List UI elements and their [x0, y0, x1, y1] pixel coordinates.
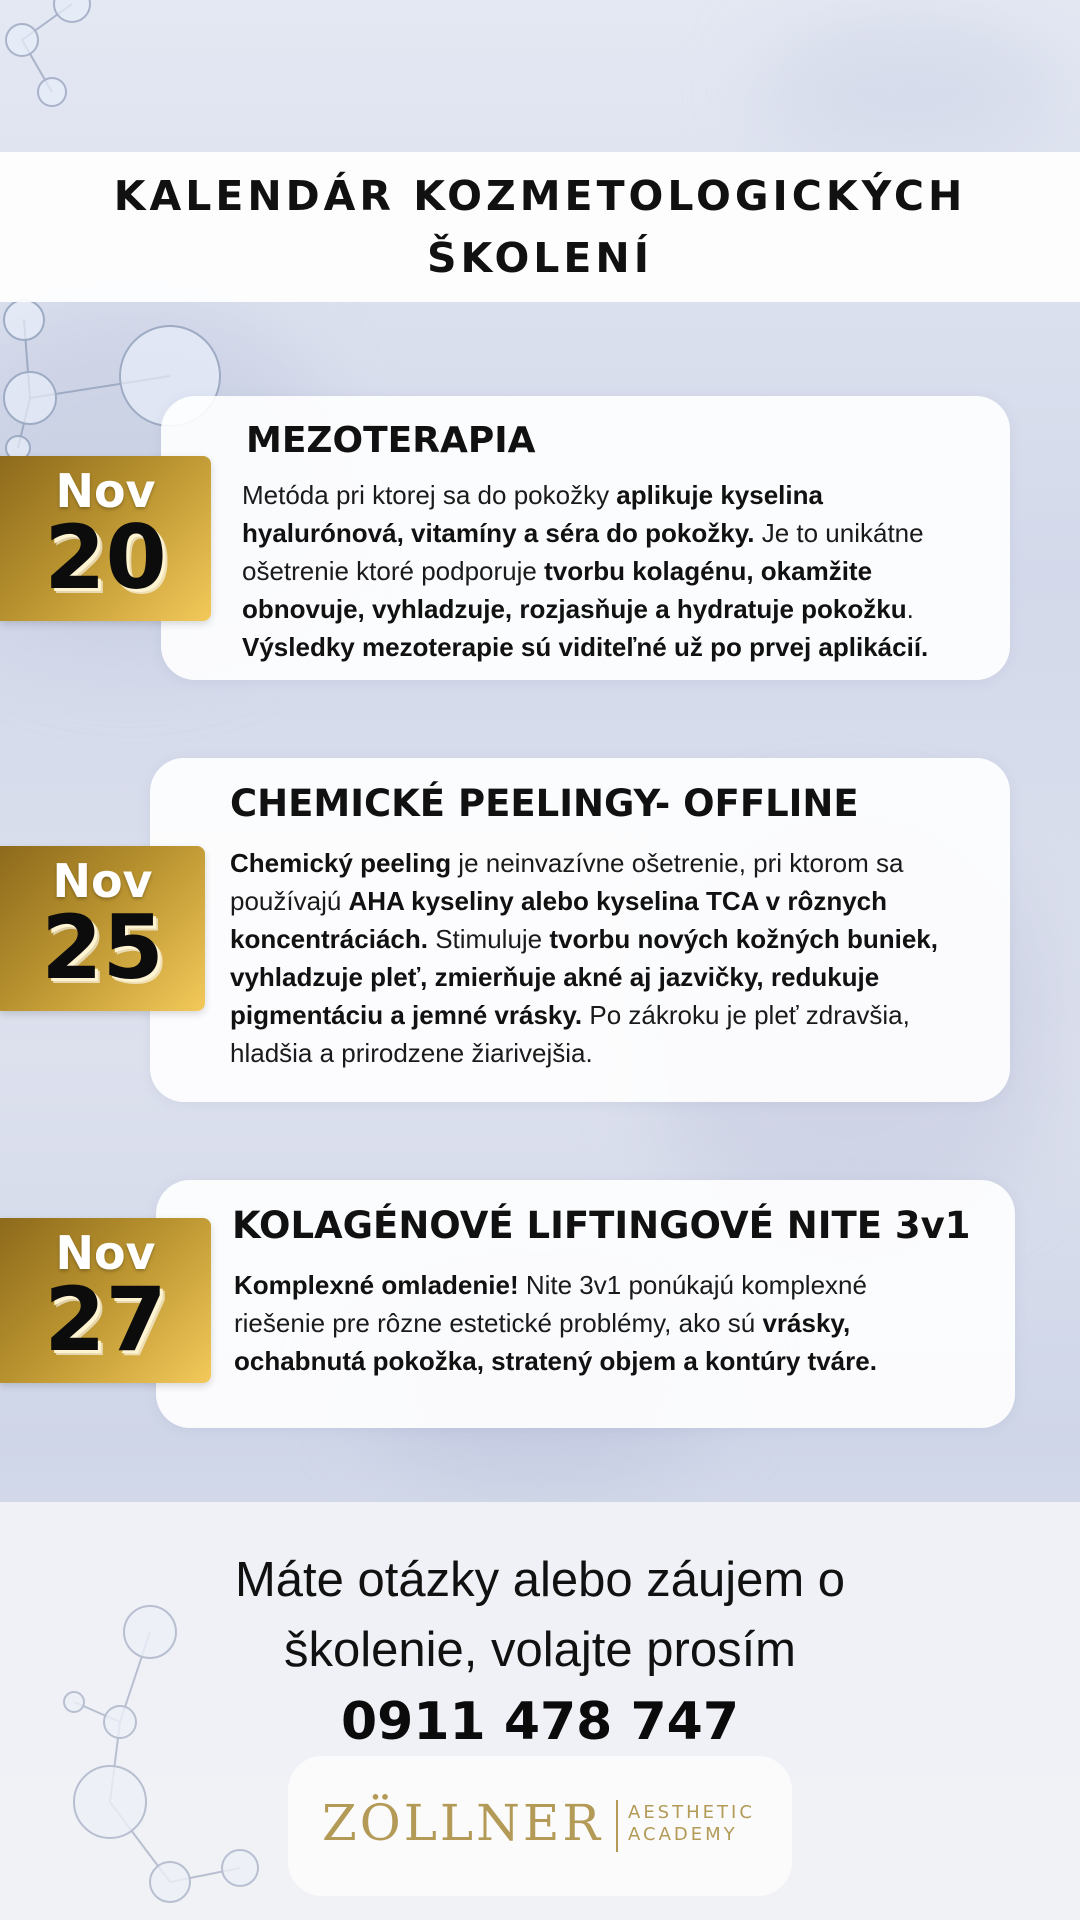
footer-band — [0, 1502, 1080, 1920]
description-bold-run: aplikuje kyselina hyalurónová, vitamíny a séra do pokožky. — [242, 480, 823, 548]
event-month: Nov — [55, 1226, 156, 1280]
contact-question-line-2: školenie, volajte prosím — [283, 1623, 796, 1677]
page-title: KALENDÁR KOZMETOLOGICKÝCH ŠKOLENÍ — [113, 172, 967, 282]
description-bold-run: Výsledky mezoterapie sú viditeľné už po prvej aplikácií. — [242, 632, 929, 662]
description-run: Po zákroku je pleť zdravšia, hladšia a prirodzene žiarivejšia. — [230, 1000, 910, 1068]
description-run: je neinvazívne ošetrenie, pri ktorom sa používajú — [230, 848, 904, 916]
event-card-2 — [150, 758, 1010, 1102]
logo — [288, 1756, 792, 1896]
molecule-decoration-icon — [0, 0, 120, 120]
phone-number[interactable]: 0911 478 747 — [340, 1692, 740, 1752]
description-run: . — [906, 594, 914, 624]
event-title: MEZOTERAPIA — [246, 420, 536, 461]
description-bold-run: tvorbu nových kožných buniek, vyhladzuje pleť, zmierňuje akné aj jazvičky, redukuje pigmentáciu a jemné vrásky. — [230, 924, 938, 1030]
logo-subtitle-line-1: AESTHETIC — [628, 1802, 755, 1823]
description-bold-run: Chemický peeling — [230, 848, 452, 878]
background-blur — [760, 20, 1060, 160]
event-month: Nov — [55, 464, 156, 518]
event-description — [234, 1266, 964, 1380]
event-card-1 — [161, 396, 1010, 680]
description-bold-run: Komplexné omladenie! — [234, 1270, 519, 1300]
description-run: Je to unikátne ošetrenie ktoré podporuje — [242, 518, 924, 586]
header-band — [0, 152, 1080, 302]
event-month: Nov — [52, 854, 153, 908]
event-title: KOLAGÉNOVÉ LIFTINGOVÉ NITE 3v1 — [232, 1204, 971, 1247]
description-bold-run: vrásky, ochabnutá pokožka, stratený objem a kontúry tváre. — [234, 1308, 877, 1376]
event-description — [242, 476, 982, 666]
description-run: Nite 3v1 ponúkajú komplexné riešenie pre rôzne estetické problémy, ako sú — [234, 1270, 867, 1338]
event-card-3 — [156, 1180, 1015, 1428]
event-title: CHEMICKÉ PEELINGY- OFFLINE — [230, 782, 859, 825]
description-bold-run: AHA kyseliny alebo kyselina TCA v rôznych koncentráciách. — [230, 886, 888, 954]
event-day: 20 — [44, 506, 167, 609]
contact-question-line-1: Máte otázky alebo záujem o — [234, 1553, 846, 1607]
event-date-badge-3 — [0, 1218, 211, 1383]
event-day: 25 — [41, 896, 164, 999]
event-date-badge-1 — [0, 456, 211, 621]
event-day: 27 — [44, 1268, 167, 1371]
description-run: Metóda pri ktorej sa do pokožky — [242, 480, 617, 510]
description-bold-run: tvorbu kolagénu, okamžite obnovuje, vyhladzuje, rozjasňuje a hydratuje pokožku — [242, 556, 907, 624]
logo-subtitle-line-2: ACADEMY — [628, 1824, 738, 1845]
logo-subtitle — [628, 1802, 755, 1846]
description-run: Stimuluje — [427, 924, 550, 954]
logo-name: ZÖLLNER — [322, 1794, 604, 1852]
event-description — [230, 844, 990, 1072]
logo-divider — [616, 1800, 618, 1852]
event-date-badge-2 — [0, 846, 205, 1011]
